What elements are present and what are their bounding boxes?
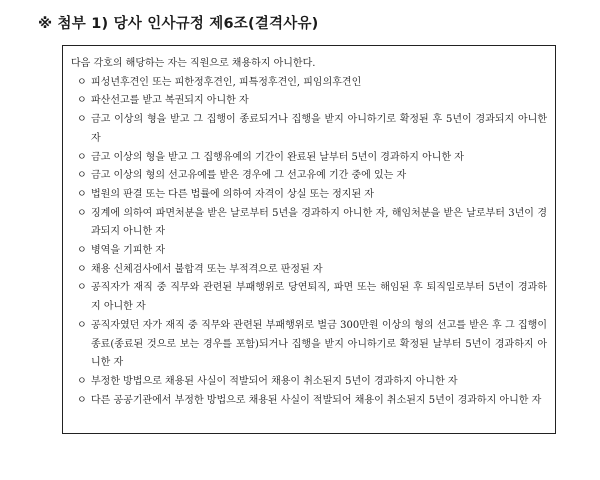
list-item	[71, 74, 547, 93]
document-title: ※ 첨부 1) 당사 인사규정 제6조(결격사유)	[38, 16, 319, 32]
list-item-text: 금고 이상의 형의 선고유예를 받은 경우에 그 선고유예 기간 중에 있는 자	[91, 170, 407, 182]
list-item	[71, 167, 547, 186]
bullet-icon: ㅇ	[77, 114, 87, 126]
bullet-icon: ㅇ	[77, 394, 87, 406]
regulation-box	[62, 45, 556, 434]
bullet-icon: ㅇ	[77, 207, 87, 219]
disqualification-list	[71, 74, 547, 411]
list-item	[71, 149, 547, 168]
list-item	[71, 261, 547, 280]
list-item	[71, 373, 547, 392]
list-item-text: 징계에 의하여 파면처분을 받은 날로부터 5년을 경과하지 아니한 자, 해임처분을 받은 날로부터 3년이 경과되지 아니한 자	[91, 207, 547, 238]
list-item-text: 법원의 판결 또는 다른 법률에 의하여 자격이 상실 또는 정지된 자	[91, 188, 374, 200]
list-item-text: 부정한 방법으로 채용된 사실이 적발되어 채용이 취소된지 5년이 경과하지 아니한 자	[91, 375, 458, 387]
list-item-text: 피성년후견인 또는 피한정후견인, 피특정후견인, 피임의후견인	[91, 76, 362, 88]
bullet-icon: ㅇ	[77, 263, 87, 275]
list-item-text: 공직자였던 자가 재직 중 직무와 관련된 부패행위로 벌금 300만원 이상의 형의 선고를 받은 후 그 집행이 종료(종료된 것으로 보는 경우를 포함)되거나 집행을 받지 아니하기로 확정된 날부터 5년이 경과하지 아니한 자	[91, 319, 547, 369]
list-item	[71, 317, 547, 373]
list-item	[71, 279, 547, 316]
bullet-icon: ㅇ	[77, 170, 87, 182]
list-item	[71, 186, 547, 205]
bullet-icon: ㅇ	[77, 95, 87, 107]
bullet-icon: ㅇ	[77, 319, 87, 331]
list-item	[71, 111, 547, 148]
list-item-text: 공직자가 재직 중 직무와 관련된 부패행위로 당연퇴직, 파면 또는 해임된 후 퇴직일로부터 5년이 경과하지 아니한 자	[91, 282, 547, 313]
list-item	[71, 92, 547, 111]
intro-text: 다음 각호의 해당하는 자는 직원으로 채용하지 아니한다.	[71, 58, 316, 69]
list-item-text: 금고 이상의 형을 받고 그 집행유예의 기간이 완료된 날부터 5년이 경과하지 아니한 자	[91, 151, 464, 163]
list-item-text: 병역을 기피한 자	[91, 245, 165, 257]
list-item-text: 다른 공공기관에서 부정한 방법으로 채용된 사실이 적발되어 채용이 취소된지 5년이 경과하지 아니한 자	[91, 394, 542, 406]
bullet-icon: ㅇ	[77, 375, 87, 387]
list-item	[71, 205, 547, 242]
bullet-icon: ㅇ	[77, 245, 87, 257]
list-item-text: 금고 이상의 형을 받고 그 집행이 종료되거나 집행을 받지 아니하기로 확정된 후 5년이 경과되지 아니한 자	[91, 114, 547, 144]
list-item-text: 파산선고를 받고 복권되지 아니한 자	[91, 95, 249, 107]
bullet-icon: ㅇ	[77, 282, 87, 294]
list-item	[71, 242, 547, 261]
bullet-icon: ㅇ	[77, 151, 87, 163]
list-item	[71, 392, 547, 411]
list-item-text: 채용 신체검사에서 불합격 또는 부적격으로 판정된 자	[91, 263, 323, 275]
bullet-icon: ㅇ	[77, 76, 87, 88]
bullet-icon: ㅇ	[77, 188, 87, 200]
